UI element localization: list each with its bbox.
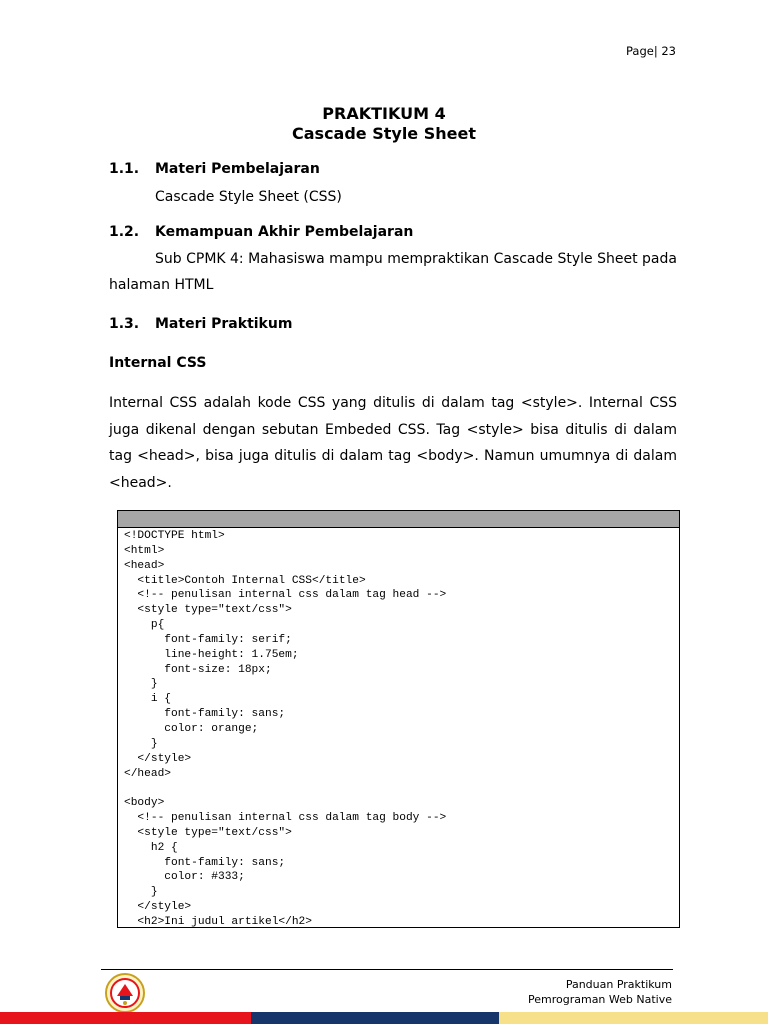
- footer-stripe-yellow: [499, 1012, 768, 1024]
- paragraph: Internal CSS adalah kode CSS yang ditulis di dalam tag <style>. Internal CSS juga dikenal dengan sebutan Embeded CSS. Tag <style> bisa ditulis di dalam tag <head>, bisa juga ditulis di dalam tag <body>. Namun umumnya di dalam <head>.: [109, 395, 677, 491]
- code-listing-header: [118, 511, 679, 528]
- section-title: Materi Pembelajaran: [155, 161, 320, 177]
- code-text: <!DOCTYPE html> <html> <head> <title>Contoh Internal CSS</title> <!-- penulisan internal css dalam tag head --> <style type="text/css"> p{ font-family: serif; line-height: 1.75em; font-size: 18px; } i { font-family: sans; color: orange; } </style> </head> <body> <!-- penulisan internal css dalam tag body --> <style type="text/css"> h2 { font-family: sans; color: #333; } </style> <h2>Ini judul artikel</h2>: [124, 530, 447, 928]
- university-logo-icon: [104, 972, 146, 1014]
- title-line-2: Cascade Style Sheet: [292, 124, 476, 143]
- code-listing: [117, 510, 680, 928]
- footer-text: [528, 977, 672, 1007]
- kemampuan-line-2: halaman HTML: [109, 277, 214, 293]
- section-number: 1.2.: [109, 224, 140, 240]
- footer-stripe-red: [0, 1012, 251, 1024]
- footer-divider: [101, 969, 673, 970]
- section-heading-1-1: [109, 161, 320, 177]
- section-title: Materi Praktikum: [155, 316, 293, 332]
- page-title: [0, 104, 768, 144]
- materi-text: Cascade Style Sheet (CSS): [155, 189, 342, 205]
- section-number: 1.1.: [109, 161, 140, 177]
- footer-stripe-navy: [251, 1012, 499, 1024]
- page-number: Page| 23: [625, 44, 676, 58]
- footer-line-1: Panduan Praktikum: [565, 978, 672, 991]
- kemampuan-line-1: Sub CPMK 4: Mahasiswa mampu mempraktikan Cascade Style Sheet pada: [155, 251, 677, 267]
- section-heading-1-2: [109, 224, 413, 240]
- subheading-internal-css: Internal CSS: [109, 355, 207, 371]
- title-line-1: PRAKTIKUM 4: [322, 104, 446, 123]
- section-title: Kemampuan Akhir Pembelajaran: [155, 224, 414, 240]
- footer-line-2: Pemrograman Web Native: [528, 993, 672, 1006]
- section-heading-1-3: [109, 316, 292, 332]
- section-number: 1.3.: [109, 316, 140, 332]
